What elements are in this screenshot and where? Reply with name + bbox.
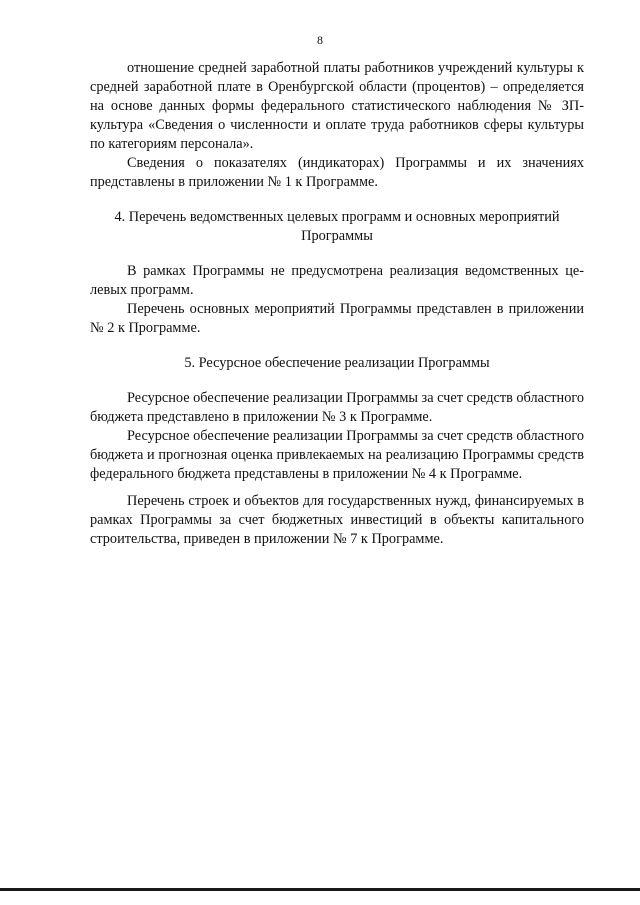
paragraph-no-departmental-programs: В рамках Программы не предусмотрена реализация ведомственных целевых программ.	[90, 263, 584, 298]
paragraph-federal-budget-resources: Ресурсное обеспечение реализации Программы за счет средств областного бюджета и прогнозная оценка привлекаемых на реализацию Программы средств федерального бюджета представлены в приложении № 4 к Программе.	[90, 428, 584, 482]
document-body	[90, 59, 584, 549]
paragraph-construction-objects: Перечень строек и объектов для государственных нужд, финансируемых в рамках Программы за счет бюджетных инвестиций в объекты капитального строительства, приведен в приложении № 7 к Программе.	[90, 493, 584, 547]
page-number: 8	[317, 33, 323, 47]
bottom-divider	[0, 888, 640, 891]
section-heading-4	[90, 208, 584, 246]
section-heading-4-line2: Программы	[301, 228, 373, 244]
section-heading-4-line1: 4. Перечень ведомственных целевых программ и основных мероприятий	[114, 209, 560, 225]
paragraph-main-activities-appendix: Перечень основных мероприятий Программы представлен в приложении № 2 к Программе.	[90, 301, 584, 336]
section-heading-5: 5. Ресурсное обеспечение реализации Программы	[184, 355, 490, 371]
paragraph-indicators-appendix: Сведения о показателях (индикаторах) Программы и их значениях представлены в приложении № 1 к Программе.	[90, 155, 584, 190]
paragraph-regional-budget-resources: Ресурсное обеспечение реализации Программы за счет средств областного бюджета представлено в приложении № 3 к Программе.	[90, 390, 584, 425]
paragraph-indicator-definition: отношение средней заработной платы работников учреждений культуры к средней заработной плате в Оренбургской области (процентов) – определяется на основе данных формы федерального статистического наблюдения № ЗП-культура «Сведения о численности и оплате труда работников сферы культуры по категориям персонала».	[90, 60, 584, 152]
